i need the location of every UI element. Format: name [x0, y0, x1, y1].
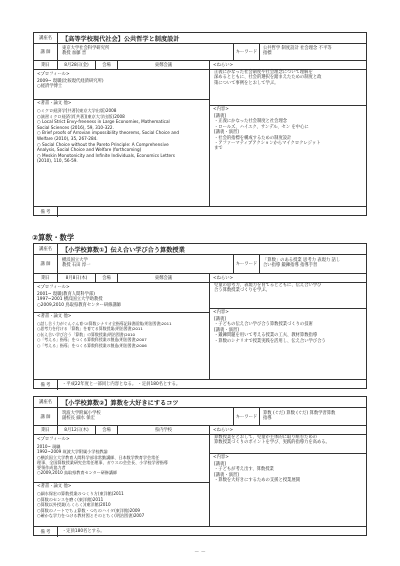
course-block-3	[33, 396, 367, 536]
course-title: 【高等学校現代社会】公共哲学と制度設計	[62, 35, 180, 43]
venue: 東鄭会議	[118, 61, 210, 69]
course-title: 【小学校算数②】算数を大好きにするコツ	[62, 399, 179, 407]
date-label: 期日	[34, 61, 58, 69]
venue-label: 会場	[96, 426, 118, 434]
instructor-label: 講 師	[34, 255, 58, 273]
instructor-label: 講 師	[34, 408, 58, 425]
left-panel	[34, 70, 210, 207]
course-label: 講座名	[34, 397, 58, 407]
publications: ○話し合う力がぐんぐん育つ!算数シナリオ全指導記録書面集(明治図書)2011 ○思考力を付ける「算数」を育てる算数授業(明治図書)2011 ○伝え合い学び合う「算数」の算数授業(明治図書)2010 ○「考える」指導」をつくる算数科授業の創造(明治図書)2007 ○「考える」指導」をつくる算数科授業の創造(明治図書)2006	[37, 321, 172, 348]
profile-label: <プロフィール>	[37, 285, 70, 290]
profile: 2001~ 現職(教育人間科学部) 1997~2001 横浜国立大学助教授 ○2009,2010 鳥取県教育センター研修講師	[37, 292, 122, 308]
keywords: 公共哲学 制度設計 社会理念 不平等 指標	[263, 46, 332, 57]
left-panel	[34, 435, 210, 527]
content: [講義] ・正義にかなった社会制度と社会理念 ・ロールズ、ハイエク、サンデル、セン を中心に [講義・演習] ・社会的指標を構成するための制度設計 ・アファーマティブアクションからマイクロクレジット まで	[214, 114, 321, 152]
course-label: 講座名	[34, 33, 58, 43]
course-block-2	[33, 243, 367, 389]
publications-label: <著書・論文 他>	[37, 484, 72, 489]
date-label: 期日	[34, 426, 58, 434]
remarks-label: 備 考	[34, 527, 58, 537]
aim-label: <ねらい>	[213, 428, 234, 433]
remarks	[58, 207, 366, 217]
course-block-1	[33, 32, 367, 216]
aim-label: <ねらい>	[213, 276, 234, 281]
keyword-label: キーワード	[234, 255, 260, 273]
content: [講義] ・子どもの伝え合い学び合う算数授業づくりの技術 [講義・演習] ・鍛錬問題を用いて考える授業の工夫、教材算数指導 ・算数のシナリオで授業実践を活用し、伝え合い学び合う	[214, 317, 326, 344]
publications-label: <著書・論文 他>	[37, 314, 72, 319]
date: 8月8日(木)	[58, 274, 96, 282]
publications: ○ミクロ経済学[共著](東京大学出版)2008 ○演習ミクロ経済学[共著](東京大学出版)2008 ○ Local Strict Envy-freeness in Large Economies, Mathematical Social Sciences (2016), 59, 310-322. ○ Brief proofs of Arrovian impossibility theorems, Social Choice and Welfare (2010), 35, 267-284. ○ Social Choice without the Pareto Principle: A Comprehensive Analysis, Social Choice and Welfare (forthcoming) ○ Meskin Monotonicity and Infinite Individuals, Economics Letters (2010), 110, 56-59.	[37, 108, 180, 164]
right-panel	[210, 61, 366, 207]
aim: 算数授業をとおして、児童が主体的に取り組むための 算数授業づくりのポイントを学び、実践的指導力を高める。	[214, 435, 330, 446]
remarks-label: 備 考	[34, 380, 58, 390]
keyword-label: キーワード	[234, 408, 260, 425]
remarks: ・平成22年度と一部同じ内容となる。 ・定員180名とする。	[62, 382, 181, 387]
profile: 2009~ 現職(比較現代経済研究所) ○経済学博士	[37, 79, 104, 90]
right-panel	[210, 426, 366, 527]
profile-label: <プロフィール>	[37, 72, 70, 77]
remarks: ・定員180名とする。	[62, 529, 105, 534]
date: 8月12日(木)	[58, 426, 96, 434]
profile-label: <プロフィール>	[37, 437, 70, 442]
content: [講義] ・子どもが考え出す、算数授業 [講義・演習] ・算数を大好きにするための支援と授業展開	[214, 462, 300, 484]
keywords: 「算数」のある授業 思考力 表現力 話し 合い指導 鍛錬指導 指導手習	[263, 258, 341, 269]
instructor: 筑波大学附属小学校 副校長 細水 保宏	[58, 408, 234, 425]
keywords: 算数 (ぐだ) 算数 (ぐだ) 算数学習算数 指導	[263, 411, 336, 422]
venue-label: 会場	[96, 61, 118, 69]
venue: 東鄭会議	[118, 274, 210, 282]
publications-label: <著書・論文 他>	[37, 101, 72, 106]
content-label: <内容>	[213, 107, 229, 112]
content-label: <内容>	[213, 455, 229, 460]
aim: 正義にかなった社会制度や社会理念について理解を 深めるとともに、社会的選択を踏まえたための制度と政 策について事例をとおして学ぶ。	[214, 70, 322, 86]
remarks-label: 備 考	[34, 207, 58, 217]
date: 8月28日(金)	[58, 61, 96, 69]
venue-label: 会場	[96, 274, 118, 282]
page-number: － －	[194, 549, 206, 555]
instructor-label: 講 師	[34, 44, 58, 60]
profile: 2010~ 現職 1992~2009 筑波大学附属小学校教諭 ○横浜国立大学教育人間科学部非常勤講師、日本数学教育学会常任 理事、全国算数授業研究会常任理事、ガウスの会会長、小学校学習指導 要領作成協力者 ○2009,2010 鳥取県教育センター研修講師	[37, 444, 168, 476]
date-label: 期日	[34, 274, 58, 282]
instructor: 東京大学社会科学研究所 教授 加藤 晋	[58, 44, 234, 60]
keyword-label: キーワード	[234, 44, 260, 60]
left-panel	[34, 283, 210, 380]
aim-label: <ねらい>	[213, 63, 234, 68]
course-label: 講座名	[34, 244, 58, 254]
publications: ○細水保宏の算数授業のつくり方(東洋館)2011 ○算数のセンスを磨く(東洋館)2011 ○算数以外授業(らくらく)(東洋館)2010 ○算数のノートでちょ算数・つちのハイタ(東洋館)2009 ○確かな学力をつける教材図とそのとちく(明治図書)2007	[37, 491, 145, 518]
instructor: 横浜国立大学 教授 石田 淳一	[58, 255, 234, 273]
course-title: 【小学校算数①】伝え合い学び合う算数授業	[62, 246, 185, 254]
section-heading: ②算数・数学	[32, 233, 75, 242]
right-panel	[210, 274, 366, 380]
aim: 児童の思考力、表現力を育てるとともに、伝え合い学び 合う算数授業づくりを学ぶ。	[214, 283, 322, 294]
content-label: <内容>	[213, 310, 229, 315]
venue: 県内学校	[118, 426, 210, 434]
